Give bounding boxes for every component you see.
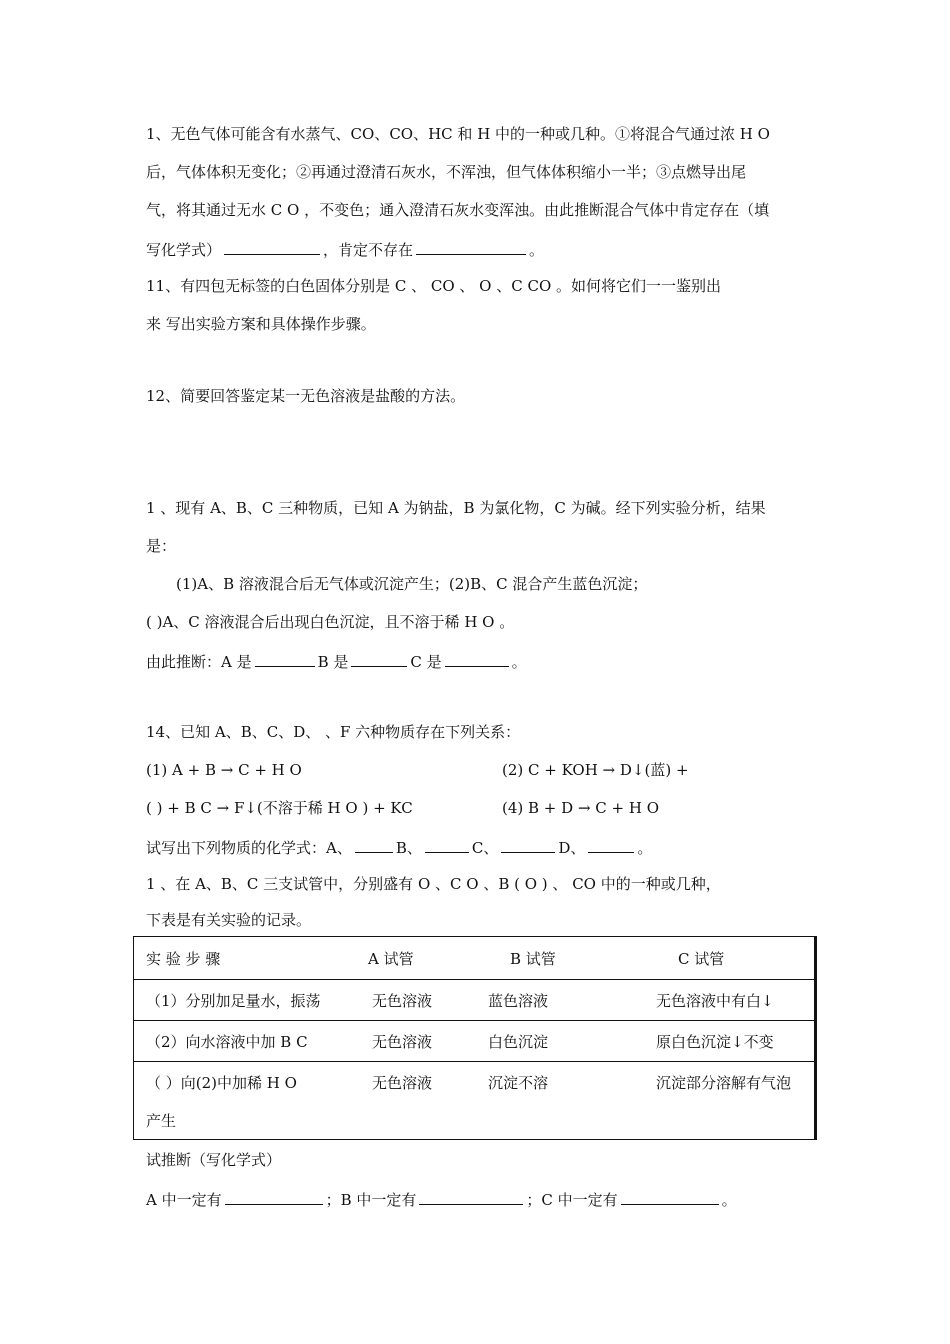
q13-line2: 是： <box>146 537 177 555</box>
table-cell: 蓝色溶液 <box>488 992 549 1010</box>
answer-blank-c[interactable] <box>501 836 555 853</box>
q14-end: 。 <box>637 839 653 857</box>
q10-line4 <box>146 238 544 260</box>
q13-prompt-c: C 是 <box>410 653 442 671</box>
table-cell: 沉淀不溶 <box>488 1074 549 1092</box>
q13-line4: ( )A、C 溶液混合后出现白色沉淀，且不溶于稀 H O 。 <box>146 613 515 631</box>
table-cell-wrap: 产生 <box>146 1112 177 1130</box>
answer-blank-b[interactable] <box>425 836 469 853</box>
q13-line3: (1)A、B 溶液混合后无气体或沉淀产生；(2)B、C 混合产生蓝色沉淀； <box>176 575 648 593</box>
answer-blank-b[interactable] <box>419 1188 523 1205</box>
answer-blank-a[interactable] <box>355 836 393 853</box>
table-cell: 无色溶液 <box>372 1074 433 1092</box>
q14-prompt-c: C、 <box>471 839 499 857</box>
q15-prompt-b: ；B 中一定有 <box>325 1191 417 1209</box>
table-cell: 无色溶液中有白↓ <box>656 992 774 1010</box>
q14-equation-2: (2) C + KOH → D↓(蓝) + <box>502 761 689 779</box>
q15-line3: 试推断（写化学式） <box>146 1151 282 1169</box>
q14-equation-4: (4) B + D → C + H O <box>502 799 660 817</box>
table-cell: 沉淀部分溶解有气泡 <box>656 1074 792 1092</box>
q15-prompt-c: ；C 中一定有 <box>526 1191 618 1209</box>
q13-prompt-a: 由此推断：A 是 <box>146 653 252 671</box>
answer-blank-d[interactable] <box>588 836 634 853</box>
table-header-row <box>134 937 814 980</box>
table-cell: （2）向水溶液中加 B C <box>146 1033 308 1051</box>
q13-end: 。 <box>511 653 527 671</box>
table-cell: （1）分别加足量水，振荡 <box>146 992 321 1010</box>
answer-blank-c[interactable] <box>621 1188 719 1205</box>
answer-blank-a[interactable] <box>225 1188 323 1205</box>
q10-line3: 气，将其通过无水 C O ，不变色；通入澄清石灰水变浑浊。由此推断混合气体中肯定存在（填 <box>146 201 770 219</box>
q13-line1: 1 、现有 A、B、C 三种物质，已知 A 为钠盐，B 为氯化物，C 为碱。经下列实验分析，结果 <box>146 499 766 517</box>
q14-line1: 14、已知 A、B、C、D、 、F 六种物质存在下列关系： <box>146 723 521 741</box>
q10-end: 。 <box>529 241 545 259</box>
table-header: 实 验 步 骤 <box>146 950 221 968</box>
experiment-table <box>133 936 817 1140</box>
q10-line2: 后，气体体积无变化；②再通过澄清石灰水，不浑浊，但气体体积缩小一半；③点燃导出尾 <box>146 163 747 181</box>
q15-prompt-a: A 中一定有 <box>146 1191 222 1209</box>
table-cell: 白色沉淀 <box>488 1033 549 1051</box>
q12-line1: 12、简要回答鉴定某一无色溶液是盐酸的方法。 <box>146 387 466 405</box>
q14-line4 <box>146 836 652 858</box>
q10-prompt-present: 写化学式） <box>146 241 222 259</box>
table-cell: 无色溶液 <box>372 1033 433 1051</box>
q10-line1: 1、无色气体可能含有水蒸气、CO、CO、HC 和 H 中的一种或几种。①将混合气通过浓 H O <box>146 125 770 143</box>
q13-line5 <box>146 650 527 672</box>
q10-prompt-absent: ，肯定不存在 <box>323 241 414 259</box>
table-cell: 无色溶液 <box>372 992 433 1010</box>
q15-end: 。 <box>721 1191 737 1209</box>
answer-blank-b[interactable] <box>351 650 407 667</box>
q15-line4 <box>146 1188 737 1210</box>
answer-blank-absent[interactable] <box>416 238 526 255</box>
table-row <box>134 1020 814 1062</box>
table-row <box>134 979 814 1021</box>
table-header: A 试管 <box>368 950 414 968</box>
answer-blank-c[interactable] <box>445 650 509 667</box>
q11-line1: 11、有四包无标签的白色固体分别是 C 、 CO 、 O 、C CO 。如何将它们一一鉴别出 <box>146 277 722 295</box>
q14-prompt-d: D、 <box>558 839 586 857</box>
q14-prompt-b: B、 <box>395 839 422 857</box>
answer-blank-present[interactable] <box>224 238 320 255</box>
q15-line2: 下表是有关实验的记录。 <box>146 911 312 929</box>
q14-equation-3: ( ) + B C → F↓(不溶于稀 H O ) + KC <box>146 799 413 817</box>
q13-prompt-b: B 是 <box>317 653 349 671</box>
table-header: B 试管 <box>510 950 556 968</box>
q15-line1: 1 、在 A、B、C 三支试管中，分别盛有 O 、C O 、B ( O ) 、 CO 中的一种或几种， <box>146 875 721 893</box>
table-cell: 原白色沉淀↓不变 <box>656 1033 774 1051</box>
q14-prompt-a: 试写出下列物质的化学式：A、 <box>146 839 352 857</box>
q11-line2: 来 写出实验方案和具体操作步骤。 <box>146 315 376 333</box>
table-row <box>134 1061 814 1139</box>
answer-blank-a[interactable] <box>255 650 315 667</box>
table-header: C 试管 <box>678 950 725 968</box>
table-cell: （ ）向(2)中加稀 H O <box>146 1074 297 1092</box>
q14-equation-1: (1) A + B → C + H O <box>146 761 302 779</box>
